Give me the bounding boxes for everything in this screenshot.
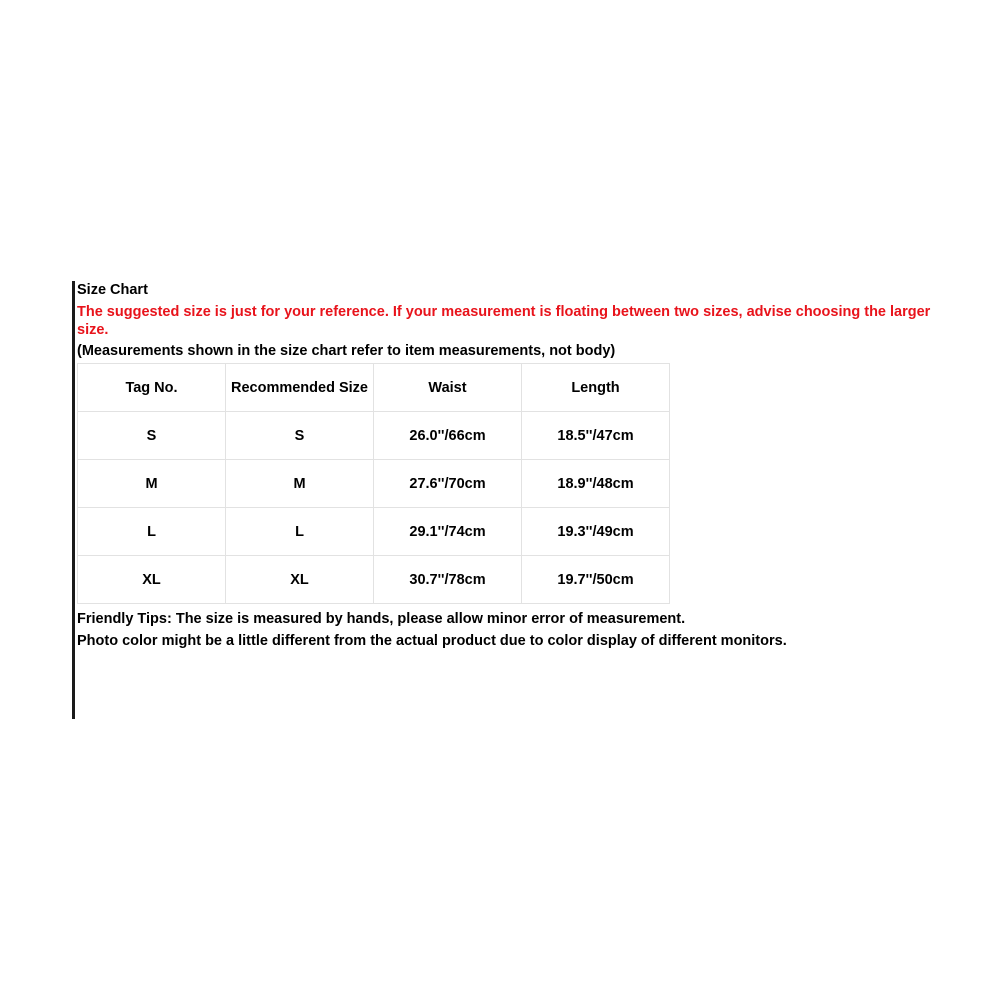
size-table bbox=[77, 363, 670, 604]
cell-waist: 30.7''/78cm bbox=[374, 556, 522, 604]
size-chart-section bbox=[77, 281, 947, 652]
cell-length: 18.5''/47cm bbox=[522, 412, 670, 460]
tip-measurement-error: Friendly Tips: The size is measured by hands, please allow minor error of measurement. bbox=[77, 611, 686, 627]
cell-tag: XL bbox=[78, 556, 226, 604]
cell-waist: 27.6''/70cm bbox=[374, 460, 522, 508]
header-waist: Waist bbox=[374, 364, 522, 412]
header-tag-no: Tag No. bbox=[78, 364, 226, 412]
header-length: Length bbox=[522, 364, 670, 412]
tip-photo-color: Photo color might be a little different from the actual product due to color display of different monitors. bbox=[77, 633, 787, 649]
cell-recommended: L bbox=[226, 508, 374, 556]
cell-recommended: S bbox=[226, 412, 374, 460]
table-row bbox=[78, 508, 670, 556]
cell-waist: 26.0''/66cm bbox=[374, 412, 522, 460]
header-recommended-size: Recommended Size bbox=[226, 364, 374, 412]
table-header-row bbox=[78, 364, 670, 412]
measurement-disclaimer: (Measurements shown in the size chart refer to item measurements, not body) bbox=[77, 343, 616, 359]
friendly-tips bbox=[77, 608, 947, 652]
cell-tag: L bbox=[78, 508, 226, 556]
size-chart-title: Size Chart bbox=[77, 282, 148, 298]
cell-tag: M bbox=[78, 460, 226, 508]
cell-length: 19.7''/50cm bbox=[522, 556, 670, 604]
cell-length: 19.3''/49cm bbox=[522, 508, 670, 556]
cell-recommended: XL bbox=[226, 556, 374, 604]
table-row bbox=[78, 460, 670, 508]
table-row bbox=[78, 556, 670, 604]
cell-tag: S bbox=[78, 412, 226, 460]
cell-recommended: M bbox=[226, 460, 374, 508]
table-row bbox=[78, 412, 670, 460]
cell-waist: 29.1''/74cm bbox=[374, 508, 522, 556]
size-advice-notice: The suggested size is just for your reference. If your measurement is floating between two sizes, advise choosing the larger size. bbox=[77, 304, 931, 338]
left-border-rule bbox=[72, 281, 75, 719]
cell-length: 18.9''/48cm bbox=[522, 460, 670, 508]
